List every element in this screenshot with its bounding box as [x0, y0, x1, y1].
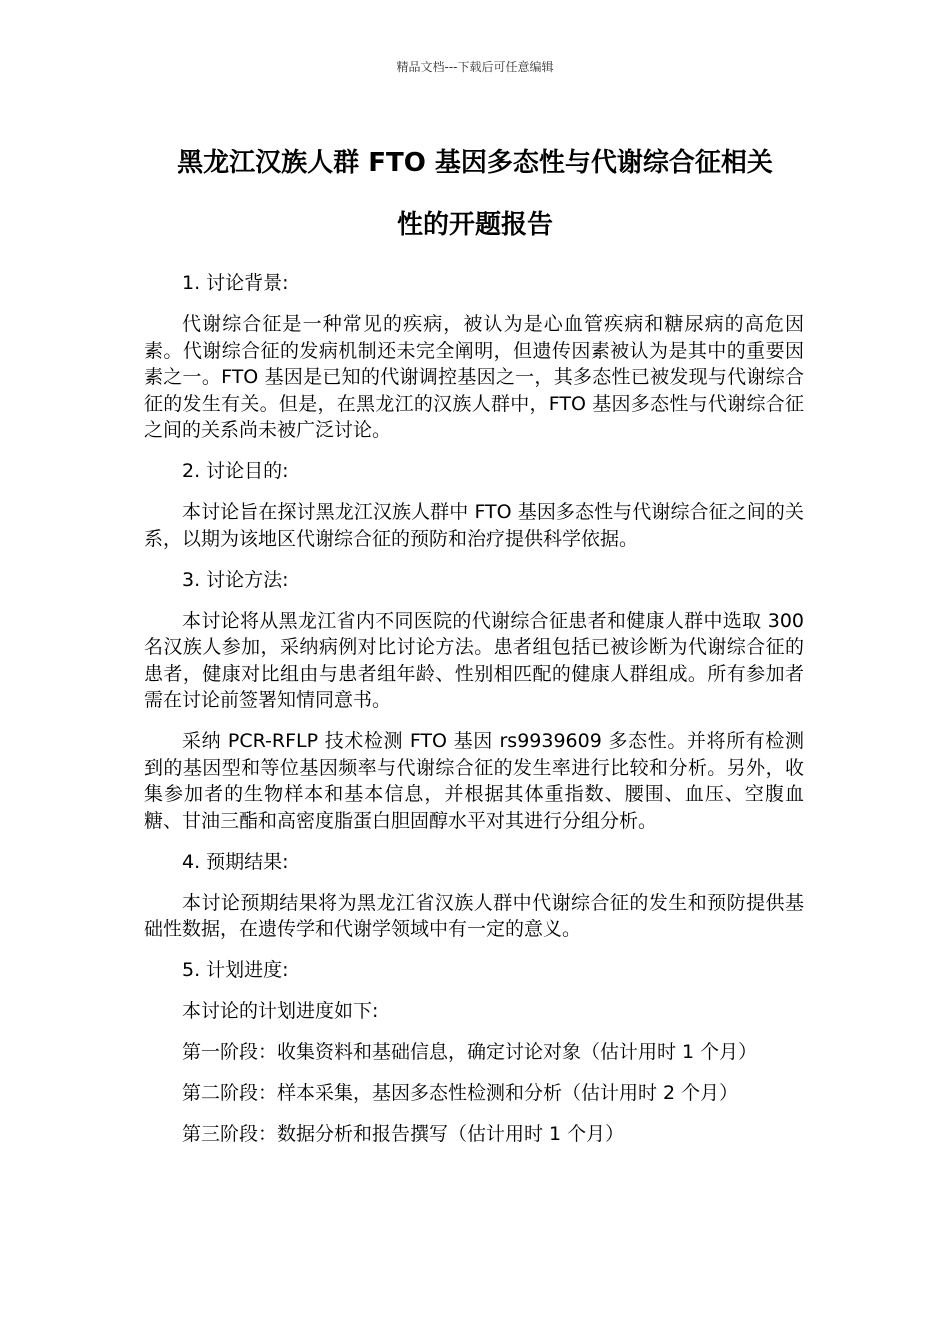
schedule-phase-2: 第二阶段：样本采集，基因多态性检测和分析（估计用时 2 个月） [182, 1082, 739, 1104]
paragraph-schedule-intro: 本讨论的计划进度如下: [182, 1000, 379, 1022]
schedule-phase-1: 第一阶段：收集资料和基础信息，确定讨论对象（估计用时 1 个月） [182, 1041, 758, 1063]
paragraph-purpose: 本讨论旨在探讨黑龙江汉族人群中 FTO 基因多态性与代谢综合征之间的关系，以期为该地区代谢综合征的预防和治疗提供科学依据。 [144, 501, 804, 550]
section-heading-expected: 4. 预期结果: [182, 850, 289, 873]
document-body [144, 270, 804, 1162]
section-heading-methods: 3. 讨论方法: [182, 568, 289, 591]
section-heading-schedule: 5. 计划进度: [182, 959, 289, 981]
title-line-1: 黑龙江汉族人群 FTO 基因多态性与代谢综合征相关 [177, 148, 773, 178]
section-heading-background: 1. 讨论背景: [182, 272, 289, 294]
header-note: 精品文档---下载后可任意编辑 [396, 60, 554, 74]
paragraph-methods-1: 本讨论将从黑龙江省内不同医院的代谢综合征患者和健康人群中选取 300 名汉族人参加，采纳病例对比讨论方法。患者组包括已被诊断为代谢综合征的患者，健康对比组由与患者组年龄、性别相匹配的健康人群组成。所有参加者需在讨论前签署知情同意书。 [144, 609, 804, 711]
paragraph-background: 代谢综合征是一种常见的疾病，被认为是心血管疾病和糖尿病的高危因素。代谢综合征的发病机制还未完全阐明，但遗传因素被认为是其中的重要因素之一。FTO 基因是已知的代谢调控基因之一，其多态性已被发现与代谢综合征的发生有关。但是，在黑龙江的汉族人群中，FTO 基因多态性与代谢综合征之间的关系尚未被广泛讨论。 [144, 313, 804, 441]
document-title [120, 132, 830, 256]
title-line-2: 性的开题报告 [396, 210, 553, 240]
section-heading-purpose: 2. 讨论目的: [182, 460, 289, 482]
paragraph-methods-2: 采纳 PCR-RFLP 技术检测 FTO 基因 rs9939609 多态性。并将所有检测到的基因型和等位基因频率与代谢综合征的发生率进行比较和分析。另外，收集参加者的生物样本和基本信息，并根据其体重指数、腰围、血压、空腹血糖、甘油三酯和高密度脂蛋白胆固醇水平对其进行分组分析。 [144, 730, 804, 832]
paragraph-expected: 本讨论预期结果将为黑龙江省汉族人群中代谢综合征的发生和预防提供基础性数据，在遗传学和代谢学领域中有一定的意义。 [144, 891, 804, 940]
schedule-phase-3: 第三阶段：数据分析和报告撰写（估计用时 1 个月） [182, 1123, 625, 1145]
